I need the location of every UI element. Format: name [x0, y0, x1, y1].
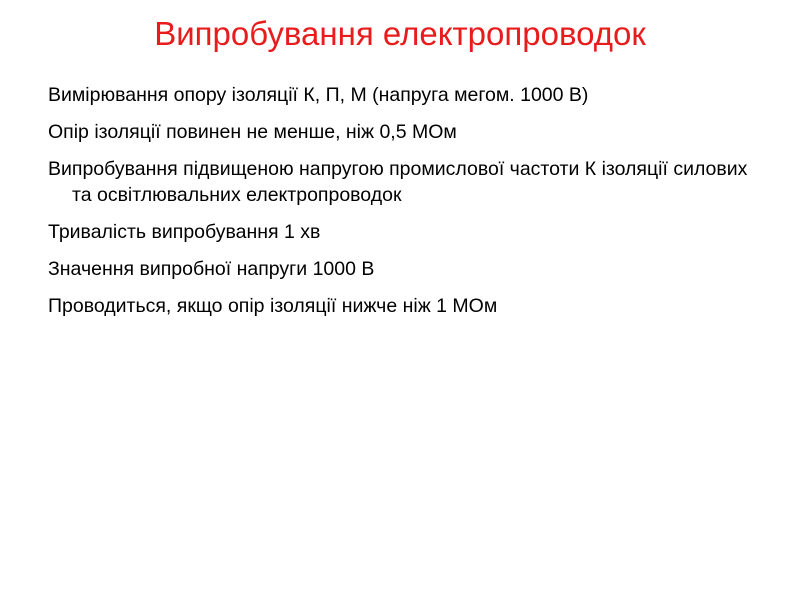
slide-title: Випробування електропроводок: [154, 15, 646, 52]
body-item-high-voltage-test: Випробування підвищеною напругою промислової частоти К ізоляції силових та освітлювальних електропроводок: [48, 158, 748, 206]
body-item-test-duration: Тривалість випробування 1 хв: [48, 221, 321, 243]
body-item-test-voltage: Значення випробної напруги 1000 В: [48, 258, 375, 280]
body-item-min-resistance: Опір ізоляції повинен не менше, ніж 0,5 МОм: [48, 121, 457, 143]
body-item-insulation-measurement: Вимірювання опору ізоляції К, П, М (напруга мегом. 1000 В): [48, 84, 589, 106]
body-text-list: [48, 82, 768, 330]
body-item-condition: Проводиться, якщо опір ізоляції нижче ніж 1 МОм: [48, 295, 498, 317]
